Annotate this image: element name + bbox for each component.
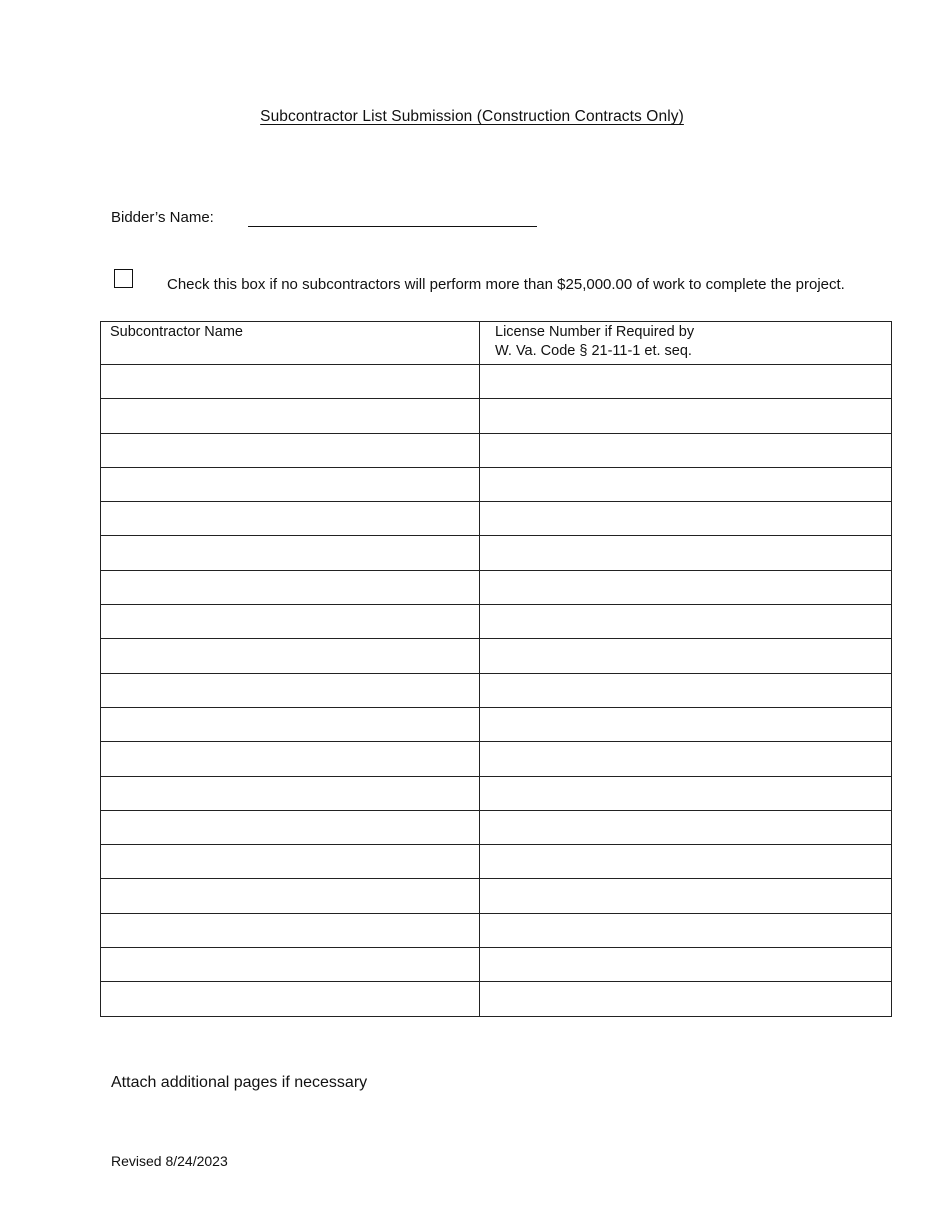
subcontractor-name-cell[interactable]	[101, 433, 480, 467]
subcontractor-name-cell[interactable]	[101, 742, 480, 776]
license-number-cell[interactable]	[480, 570, 892, 604]
license-number-cell[interactable]	[480, 742, 892, 776]
subcontractor-name-cell[interactable]	[101, 948, 480, 982]
license-number-cell[interactable]	[480, 673, 892, 707]
table-row	[101, 845, 892, 879]
license-number-cell[interactable]	[480, 433, 892, 467]
license-number-cell[interactable]	[480, 810, 892, 844]
page-title-text: Subcontractor List Submission (Construction Contracts Only)	[260, 108, 684, 125]
page-title	[0, 108, 944, 126]
license-number-cell[interactable]	[480, 399, 892, 433]
table-row	[101, 639, 892, 673]
table-header-row	[101, 322, 892, 365]
table-row	[101, 502, 892, 536]
license-number-cell[interactable]	[480, 776, 892, 810]
table-row	[101, 673, 892, 707]
license-number-cell[interactable]	[480, 913, 892, 947]
subcontractor-name-cell[interactable]	[101, 776, 480, 810]
subcontractor-name-cell[interactable]	[101, 810, 480, 844]
license-number-cell[interactable]	[480, 845, 892, 879]
table-row	[101, 570, 892, 604]
subcontractor-name-cell[interactable]	[101, 536, 480, 570]
header-license-line1: License Number if Required by	[495, 324, 695, 340]
table-row	[101, 536, 892, 570]
subcontractor-name-cell[interactable]	[101, 982, 480, 1016]
table-row	[101, 810, 892, 844]
license-number-cell[interactable]	[480, 707, 892, 741]
no-subcontractors-checkbox[interactable]	[114, 269, 133, 288]
table-row	[101, 879, 892, 913]
subcontractor-name-cell[interactable]	[101, 365, 480, 399]
bidder-name-field[interactable]	[248, 226, 537, 227]
table-row	[101, 433, 892, 467]
license-number-cell[interactable]	[480, 948, 892, 982]
table-row	[101, 707, 892, 741]
header-subcontractor-name: Subcontractor Name	[101, 322, 480, 365]
license-number-cell[interactable]	[480, 879, 892, 913]
license-number-cell[interactable]	[480, 605, 892, 639]
subcontractor-name-cell[interactable]	[101, 502, 480, 536]
license-number-cell[interactable]	[480, 982, 892, 1016]
subcontractor-table	[100, 321, 892, 1017]
table-row	[101, 982, 892, 1016]
bidder-name-label: Bidder’s Name:	[111, 209, 214, 226]
subcontractor-name-cell[interactable]	[101, 707, 480, 741]
table-row	[101, 948, 892, 982]
subcontractor-name-cell[interactable]	[101, 845, 480, 879]
license-number-cell[interactable]	[480, 639, 892, 673]
attach-note: Attach additional pages if necessary	[111, 1074, 368, 1091]
table-row	[101, 742, 892, 776]
subcontractor-name-cell[interactable]	[101, 673, 480, 707]
no-subcontractors-label: Check this box if no subcontractors will perform more than $25,000.00 of work to complete the project.	[167, 276, 845, 293]
table-row	[101, 776, 892, 810]
subcontractor-name-cell[interactable]	[101, 605, 480, 639]
subcontractor-name-cell[interactable]	[101, 879, 480, 913]
table-row	[101, 399, 892, 433]
subcontractor-name-cell[interactable]	[101, 570, 480, 604]
table-row	[101, 467, 892, 501]
header-license-line2: W. Va. Code § 21-11-1 et. seq.	[495, 343, 692, 359]
subcontractor-name-cell[interactable]	[101, 639, 480, 673]
table-row	[101, 913, 892, 947]
license-number-cell[interactable]	[480, 536, 892, 570]
subcontractor-name-cell[interactable]	[101, 467, 480, 501]
table-row	[101, 365, 892, 399]
table-row	[101, 605, 892, 639]
subcontractor-name-cell[interactable]	[101, 913, 480, 947]
license-number-cell[interactable]	[480, 365, 892, 399]
revised-date: Revised 8/24/2023	[111, 1153, 228, 1169]
license-number-cell[interactable]	[480, 502, 892, 536]
subcontractor-name-cell[interactable]	[101, 399, 480, 433]
license-number-cell[interactable]	[480, 467, 892, 501]
header-license-number	[480, 322, 892, 365]
